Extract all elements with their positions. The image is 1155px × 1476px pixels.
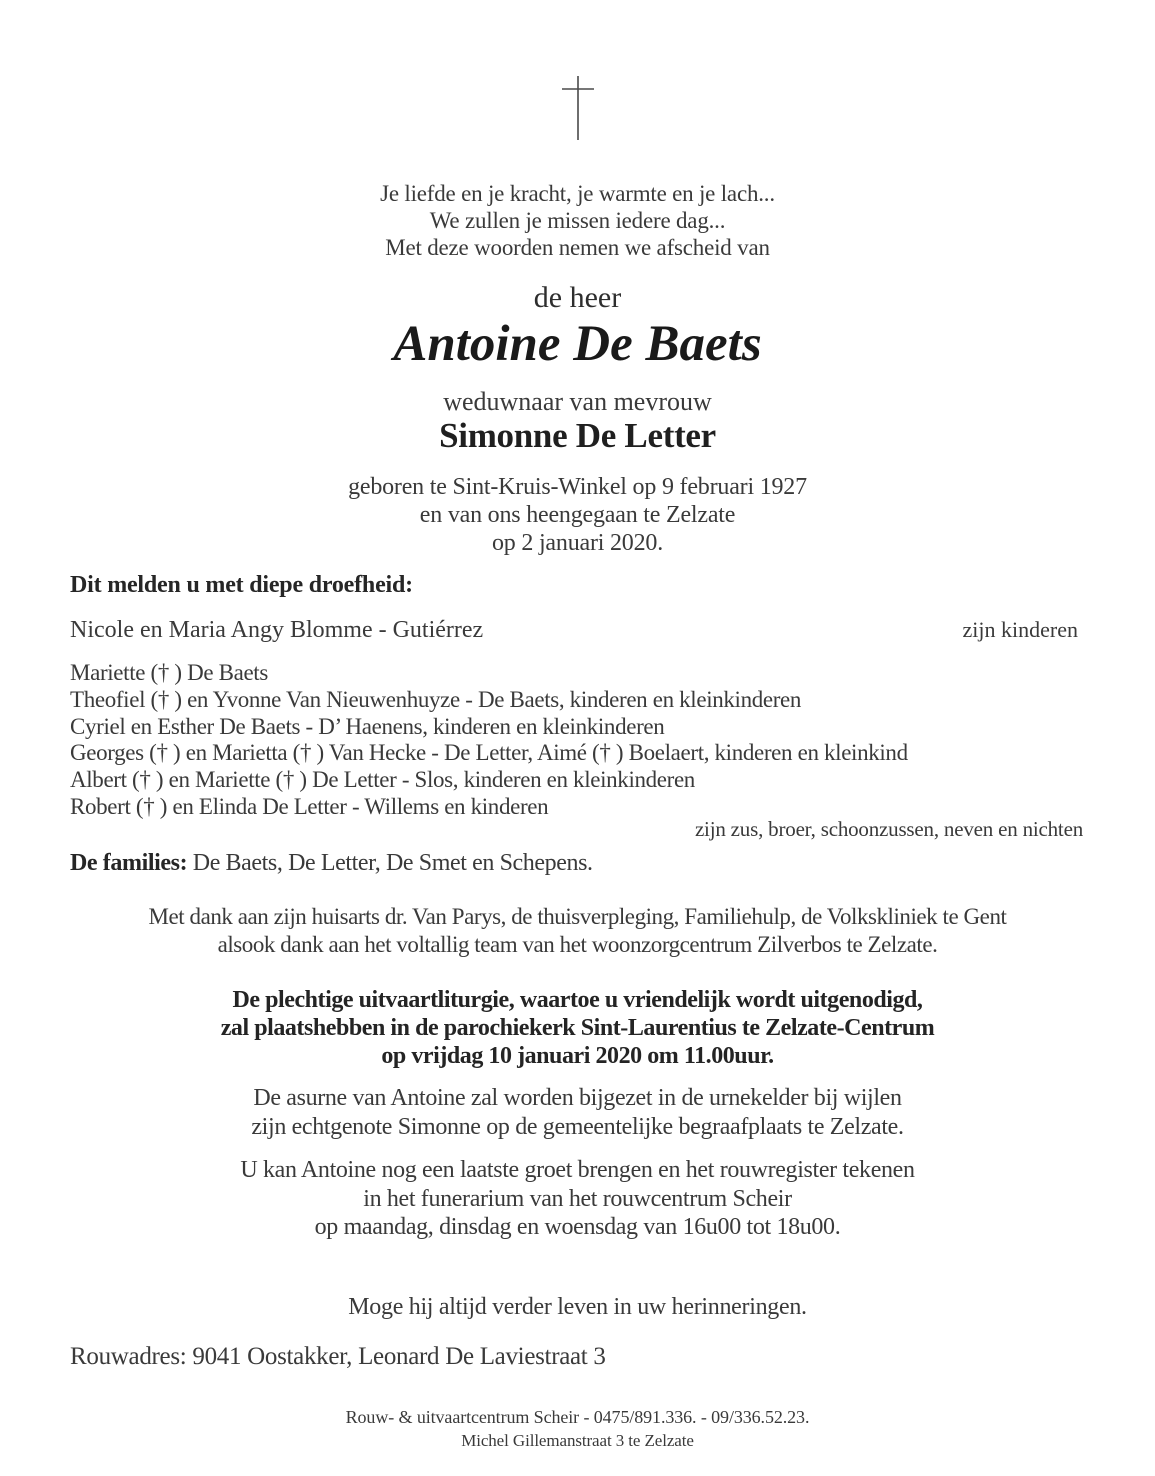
relatives-list [70,660,1095,821]
birth-line: geboren te Sint-Kruis-Winkel op 9 februari 1927 [348,474,807,500]
children-row [70,617,1078,644]
families-label: De families: [70,850,188,876]
ceremony-line: zal plaatshebben in de parochiekerk Sint-Laurentius te Zelzate-Centrum [220,1015,935,1041]
visitation-line: U kan Antoine nog een laatste groet brengen en het rouwregister tekenen [240,1157,915,1183]
acknowledgement [0,903,1155,959]
poem-line: Met deze woorden nemen we afscheid van [385,235,770,260]
cross-icon [0,75,1155,141]
families-names: De Baets, De Letter, De Smet en Schepens. [187,850,593,876]
death-place-line: en van ons heengegaan te Zelzate [419,502,736,528]
children-names: Nicole en Maria Angy Blomme - Gutiérrez [70,617,484,643]
deceased-salutation: de heer [533,281,622,314]
relatives-relation: zijn zus, broer, schoonzussen, neven en nichten [694,817,1083,841]
relative-line: Georges († ) en Marietta († ) Van Hecke - De Letter, Aimé († ) Boelaert, kinderen en kleinkind [70,740,908,766]
intro-poem [0,180,1155,261]
relative-line: Cyriel en Esther De Baets - D’ Haenens, kinderen en kleinkinderen [70,713,665,739]
families-row [70,850,593,877]
acknowledgement-line: alsook dank aan het voltallig team van het woonzorgcentrum Zilverbos te Zelzate. [217,932,938,957]
funeral-center-contact: Rouw- & uitvaartcentrum Scheir - 0475/891.336. - 09/336.52.23. [345,1407,810,1427]
visitation-line: in het funerarium van het rouwcentrum Scheir [363,1185,792,1212]
closing-line: Moge hij altijd verder leven in uw herinneringen. [348,1294,807,1320]
visitation-line: op maandag, dinsdag en woensdag van 16u00 tot 18u00. [314,1214,841,1240]
relative-line: Mariette († ) De Baets [70,660,268,685]
visitation-announcement [0,1156,1155,1242]
deceased-name: Antoine De Baets [393,316,762,372]
death-date-line: op 2 januari 2020. [491,530,664,556]
deceased-relation: weduwnaar van mevrouw [443,387,712,416]
life-dates [0,473,1155,557]
acknowledgement-line: Met dank aan zijn huisarts dr. Van Parys, de thuisverpleging, Familiehulp, de Volkskliniek te Gent [148,904,1007,929]
interment-line: zijn echtgenote Simonne op de gemeentelijke begraafplaats te Zelzate. [251,1113,904,1140]
announcement-heading: Dit melden u met diepe droefheid: [70,572,413,598]
ceremony-announcement [0,986,1155,1070]
interment-announcement [0,1084,1155,1141]
spouse-name: Simonne De Letter [439,416,716,455]
children-relation: zijn kinderen [962,617,1078,642]
ceremony-line: De plechtige uitvaartliturgie, waartoe u vriendelijk wordt uitgenodigd, [232,987,923,1013]
poem-line: We zullen je missen iedere dag... [429,208,726,233]
funeral-center-address: Michel Gillemanstraat 3 te Zelzate [461,1431,694,1450]
relative-line: Theofiel († ) en Yvonne Van Nieuwenhuyze - De Baets, kinderen en kleinkinderen [70,686,802,712]
mourning-address: Rouwadres: 9041 Oostakker, Leonard De Laviestraat 3 [70,1343,606,1370]
relative-line: Albert († ) en Mariette († ) De Letter - Slos, kinderen en kleinkinderen [70,767,695,793]
ceremony-line: op vrijdag 10 januari 2020 om 11.00uur. [381,1043,774,1069]
relative-line: Robert († ) en Elinda De Letter - Willems en kinderen [70,793,549,819]
poem-line: Je liefde en je kracht, je warmte en je lach... [380,181,775,206]
interment-line: De asurne van Antoine zal worden bijgezet in de urnekelder bij wijlen [253,1085,902,1111]
